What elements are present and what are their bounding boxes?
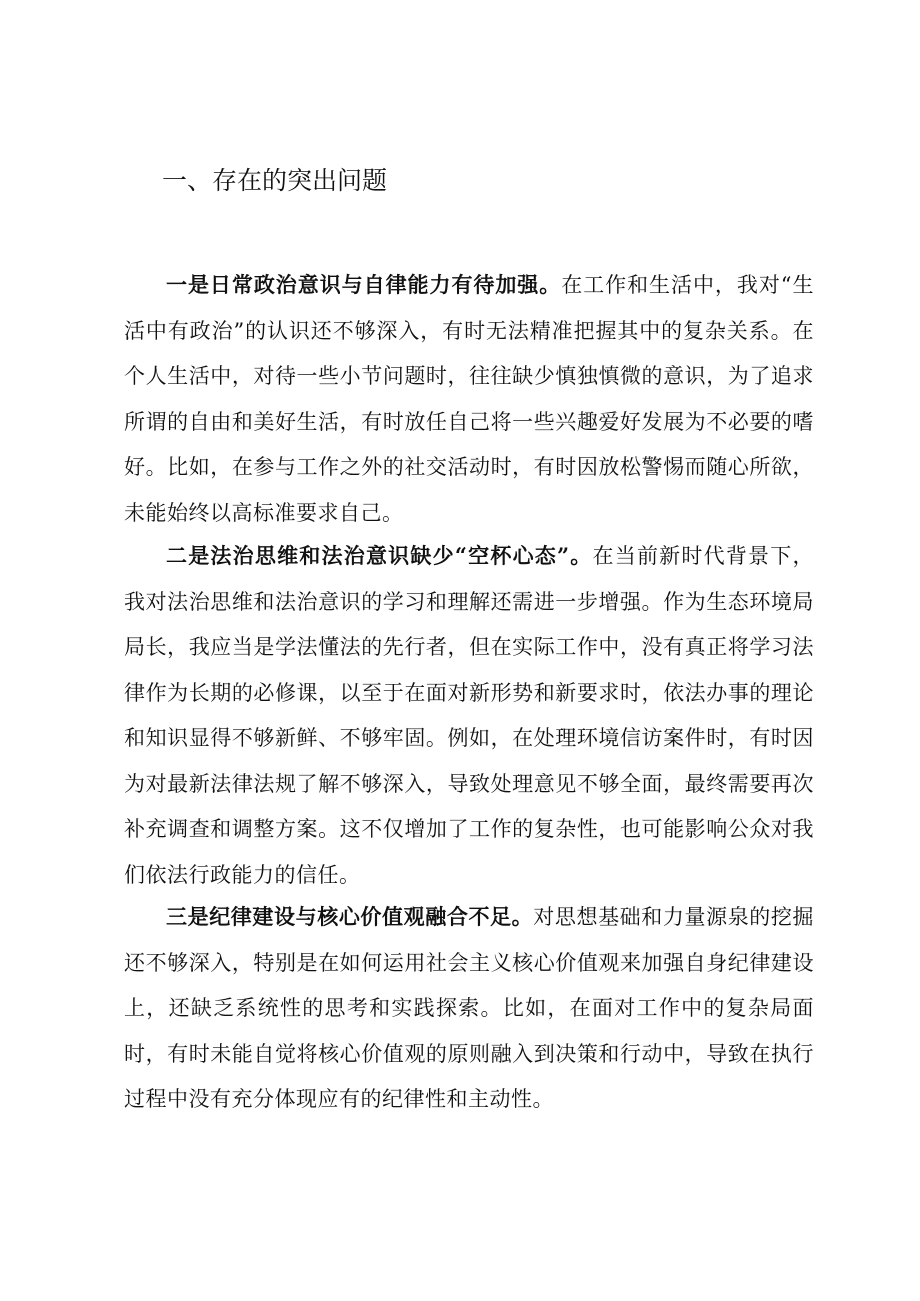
paragraph-lead: 二是法治思维和法治意识缺少“空杯心态”。 bbox=[166, 543, 593, 568]
paragraph-block-3 bbox=[124, 894, 814, 1123]
paragraph bbox=[124, 533, 814, 898]
section-heading: 一、存在的突出问题 bbox=[162, 166, 388, 195]
paragraph-body: 在工作和生活中，我对“生活中有政治”的认识还不够深入，有时无法精准把握其中的复杂关系。在个人生活中，对待一些小节问题时，往往缺少慎独慎微的意识，为了追求所谓的自由和美好生活，有时放任自己将一些兴趣爱好发展为不必要的嗜好。比如，在参与工作之外的社交活动时，有时因放松警惕而随心所欲，未能始终以高标准要求自己。 bbox=[124, 273, 814, 525]
paragraph-body: 在当前新时代背景下，我对法治思维和法治意识的学习和理解还需进一步增强。作为生态环境局局长，我应当是学法懂法的先行者，但在实际工作中，没有真正将学习法律作为长期的必修课，以至于在面对新形势和新要求时，依法办事的理论和知识显得不够新鲜、不够牢固。例如，在处理环境信访案件时，有时因为对最新法律法规了解不够深入，导致处理意见不够全面，最终需要再次补充调查和调整方案。这不仅增加了工作的复杂性，也可能影响公众对我们依法行政能力的信任。 bbox=[124, 544, 814, 887]
paragraph-block-2 bbox=[124, 533, 814, 898]
paragraph-lead: 一是日常政治意识与自律能力有待加强。 bbox=[166, 272, 562, 297]
paragraph-lead: 三是纪律建设与核心价值观融合不足。 bbox=[166, 904, 534, 929]
paragraph bbox=[124, 894, 814, 1123]
paragraph-body: 对思想基础和力量源泉的挖掘还不够深入，特别是在如何运用社会主义核心价值观来加强自身纪律建设上，还缺乏系统性的思考和实践探索。比如，在面对工作中的复杂局面时，有时未能自觉将核心价值观的原则融入到决策和行动中，导致在执行过程中没有充分体现应有的纪律性和主动性。 bbox=[124, 905, 815, 1111]
paragraph bbox=[124, 262, 814, 536]
paragraph-block-1 bbox=[124, 262, 814, 536]
